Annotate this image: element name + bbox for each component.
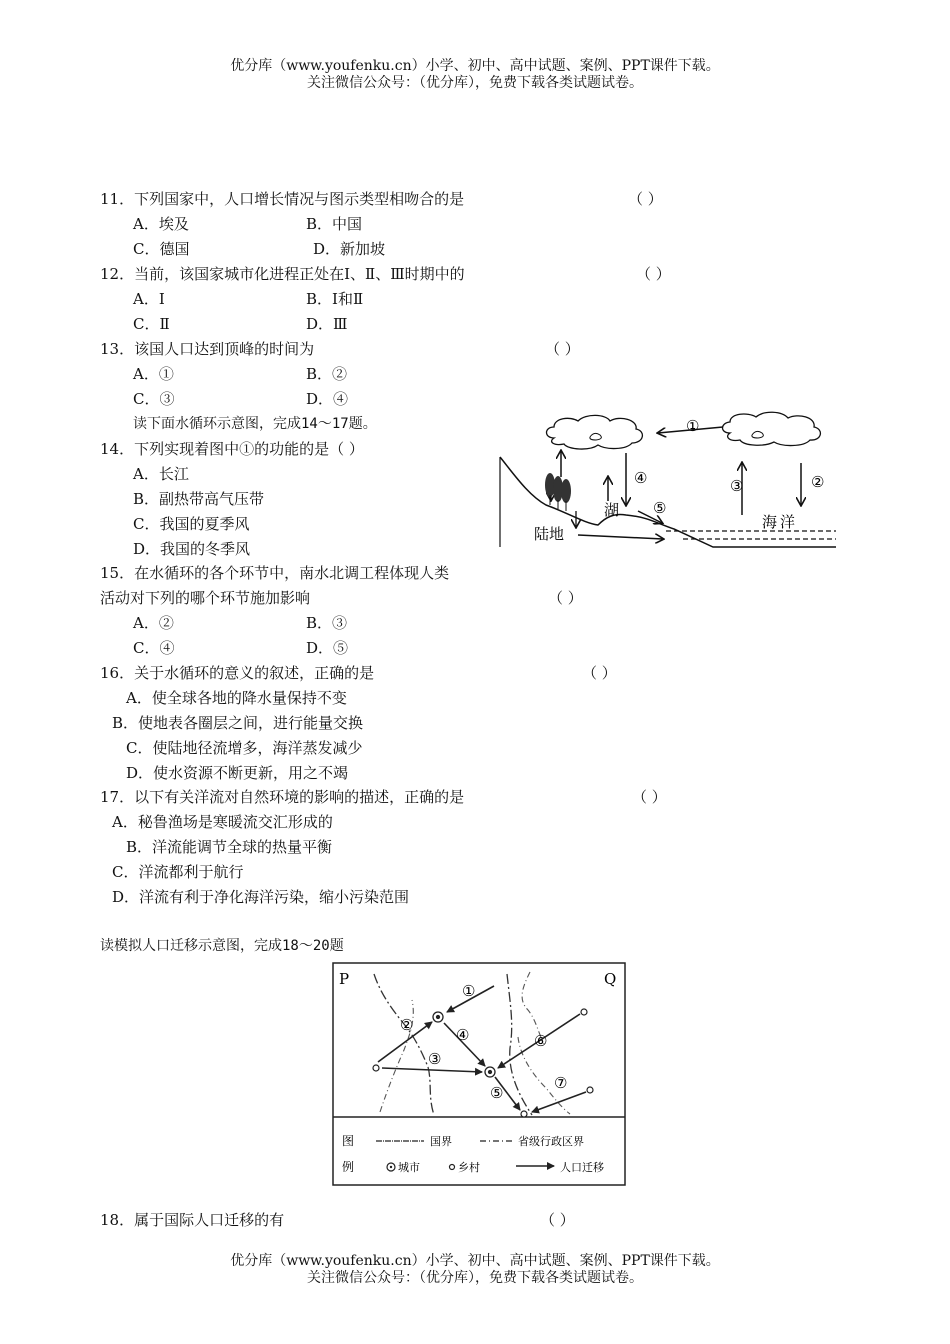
q17-option-c: C．洋流都利于航行 (112, 863, 244, 881)
q17-option-d: D．洋流有利于净化海洋污染，缩小污染范围 (112, 888, 410, 906)
label-3: ③ (730, 477, 744, 495)
migration-diagram (332, 962, 626, 1187)
q15-paren: （ ） (548, 589, 583, 607)
legend-city: 城市 (398, 1161, 420, 1174)
q16-option-d: D．使水资源不断更新，用之不竭 (126, 764, 349, 782)
q15-option-b: B．③ (306, 614, 348, 632)
ocean-label: 海洋 (762, 513, 799, 531)
footer-line-2: 关注微信公众号：（优分库），免费下载各类试题试卷。 (307, 1270, 643, 1286)
q17-stem: 17．以下有关洋流对自然环境的影响的描述，正确的是 (100, 788, 465, 806)
water-cycle-diagram (498, 405, 838, 555)
q11-option-d: D．新加坡 (313, 240, 386, 258)
label-4: ④ (634, 469, 648, 487)
q16-stem: 16．关于水循环的意义的叙述，正确的是 (100, 664, 375, 682)
lake-label: 湖 (604, 501, 620, 519)
q13-option-b: B．② (306, 365, 348, 383)
q11-option-c: C．德国 (133, 240, 190, 258)
arrow-groundwater (578, 535, 663, 539)
q17-option-a: A．秘鲁渔场是寒暖流交汇形成的 (112, 813, 333, 831)
legend-li: 例 (342, 1160, 355, 1174)
cloud-right-icon (723, 412, 821, 445)
q12-option-b: B．Ⅰ和Ⅱ (306, 290, 364, 308)
q15-option-d: D．⑤ (306, 639, 349, 657)
land-label: 陆地 (534, 525, 565, 543)
label-2: ② (811, 473, 825, 491)
label-1: ① (686, 417, 700, 435)
q17-paren: （ ） (632, 788, 667, 806)
legend-village: 乡村 (458, 1161, 480, 1174)
cloud-left-icon (547, 415, 643, 449)
q13-option-c: C．③ (133, 390, 175, 408)
mig-label-5: ⑤ (490, 1084, 504, 1102)
q16-option-b: B．使地表各圈层之间，进行能量交换 (112, 714, 364, 732)
q13-option-a: A．① (133, 365, 174, 383)
q12-stem: 12．当前，该国家城市化进程正处在Ⅰ、Ⅱ、Ⅲ时期中的 (100, 265, 465, 283)
q16-option-a: A．使全球各地的降水量保持不变 (126, 689, 347, 707)
legend-admin: 省级行政区界 (518, 1135, 584, 1148)
mig-label-1: ① (462, 982, 476, 1000)
q13-paren: （ ） (545, 340, 580, 358)
footer-line-1: 优分库（www.youfenku.cn）小学、初中、高中试题、案例、PPT课件下载。 (230, 1253, 720, 1269)
q18-stem: 18．属于国际人口迁移的有 (100, 1211, 285, 1229)
corner-q: Q (604, 970, 617, 988)
mig-label-6: ⑥ (534, 1032, 548, 1050)
q11-option-a: A．埃及 (133, 215, 189, 233)
q14-option-b: B．副热带高气压带 (133, 490, 265, 508)
q14-option-d: D．我国的冬季风 (133, 540, 251, 558)
q16-option-c: C．使陆地径流增多，海洋蒸发减少 (126, 739, 363, 757)
mig-label-7: ⑦ (554, 1074, 568, 1092)
q13-stem: 13．该国人口达到顶峰的时间为 (100, 340, 315, 358)
q11-paren: （ ） (628, 190, 663, 208)
label-5: ⑤ (653, 499, 667, 517)
q18-paren: （ ） (540, 1211, 575, 1229)
legend-migration: 人口迁移 (560, 1161, 604, 1174)
mig-label-3: ③ (428, 1050, 442, 1068)
q13-option-d: D．④ (306, 390, 349, 408)
intro-18-20: 读模拟人口迁移示意图，完成18～20题 (100, 938, 344, 954)
corner-p: P (339, 970, 350, 988)
legend-tu: 图 (342, 1134, 355, 1148)
header-line-1: 优分库（www.youfenku.cn）小学、初中、高中试题、案例、PPT课件下载。 (230, 58, 720, 74)
q11-option-b: B．中国 (306, 215, 363, 233)
q12-option-d: D．Ⅲ (306, 315, 348, 333)
q12-paren: （ ） (636, 265, 671, 283)
header-line-2: 关注微信公众号：（优分库），免费下载各类试题试卷。 (307, 75, 643, 91)
q14-option-c: C．我国的夏季风 (133, 515, 250, 533)
q12-option-a: A．Ⅰ (133, 290, 165, 308)
q11-stem: 11．下列国家中，人口增长情况与图示类型相吻合的是 (100, 190, 465, 208)
intro-14-17: 读下面水循环示意图，完成14～17题。 (133, 416, 377, 432)
mig-label-2: ② (400, 1016, 414, 1034)
q15-stem-1: 15．在水循环的各个环节中，南水北调工程体现人类 (100, 564, 450, 582)
q17-option-b: B．洋流能调节全球的热量平衡 (126, 838, 333, 856)
q14-option-a: A．长江 (133, 465, 189, 483)
q15-option-a: A．② (133, 614, 174, 632)
legend-border: 国界 (430, 1135, 452, 1148)
q12-option-c: C．Ⅱ (133, 315, 170, 333)
mig-label-4: ④ (456, 1026, 470, 1044)
q15-option-c: C．④ (133, 639, 175, 657)
q16-paren: （ ） (582, 664, 617, 682)
q14-stem: 14．下列实现着图中①的功能的是（ ） (100, 440, 364, 458)
q15-stem-2: 活动对下列的哪个环节施加影响 (100, 589, 311, 607)
